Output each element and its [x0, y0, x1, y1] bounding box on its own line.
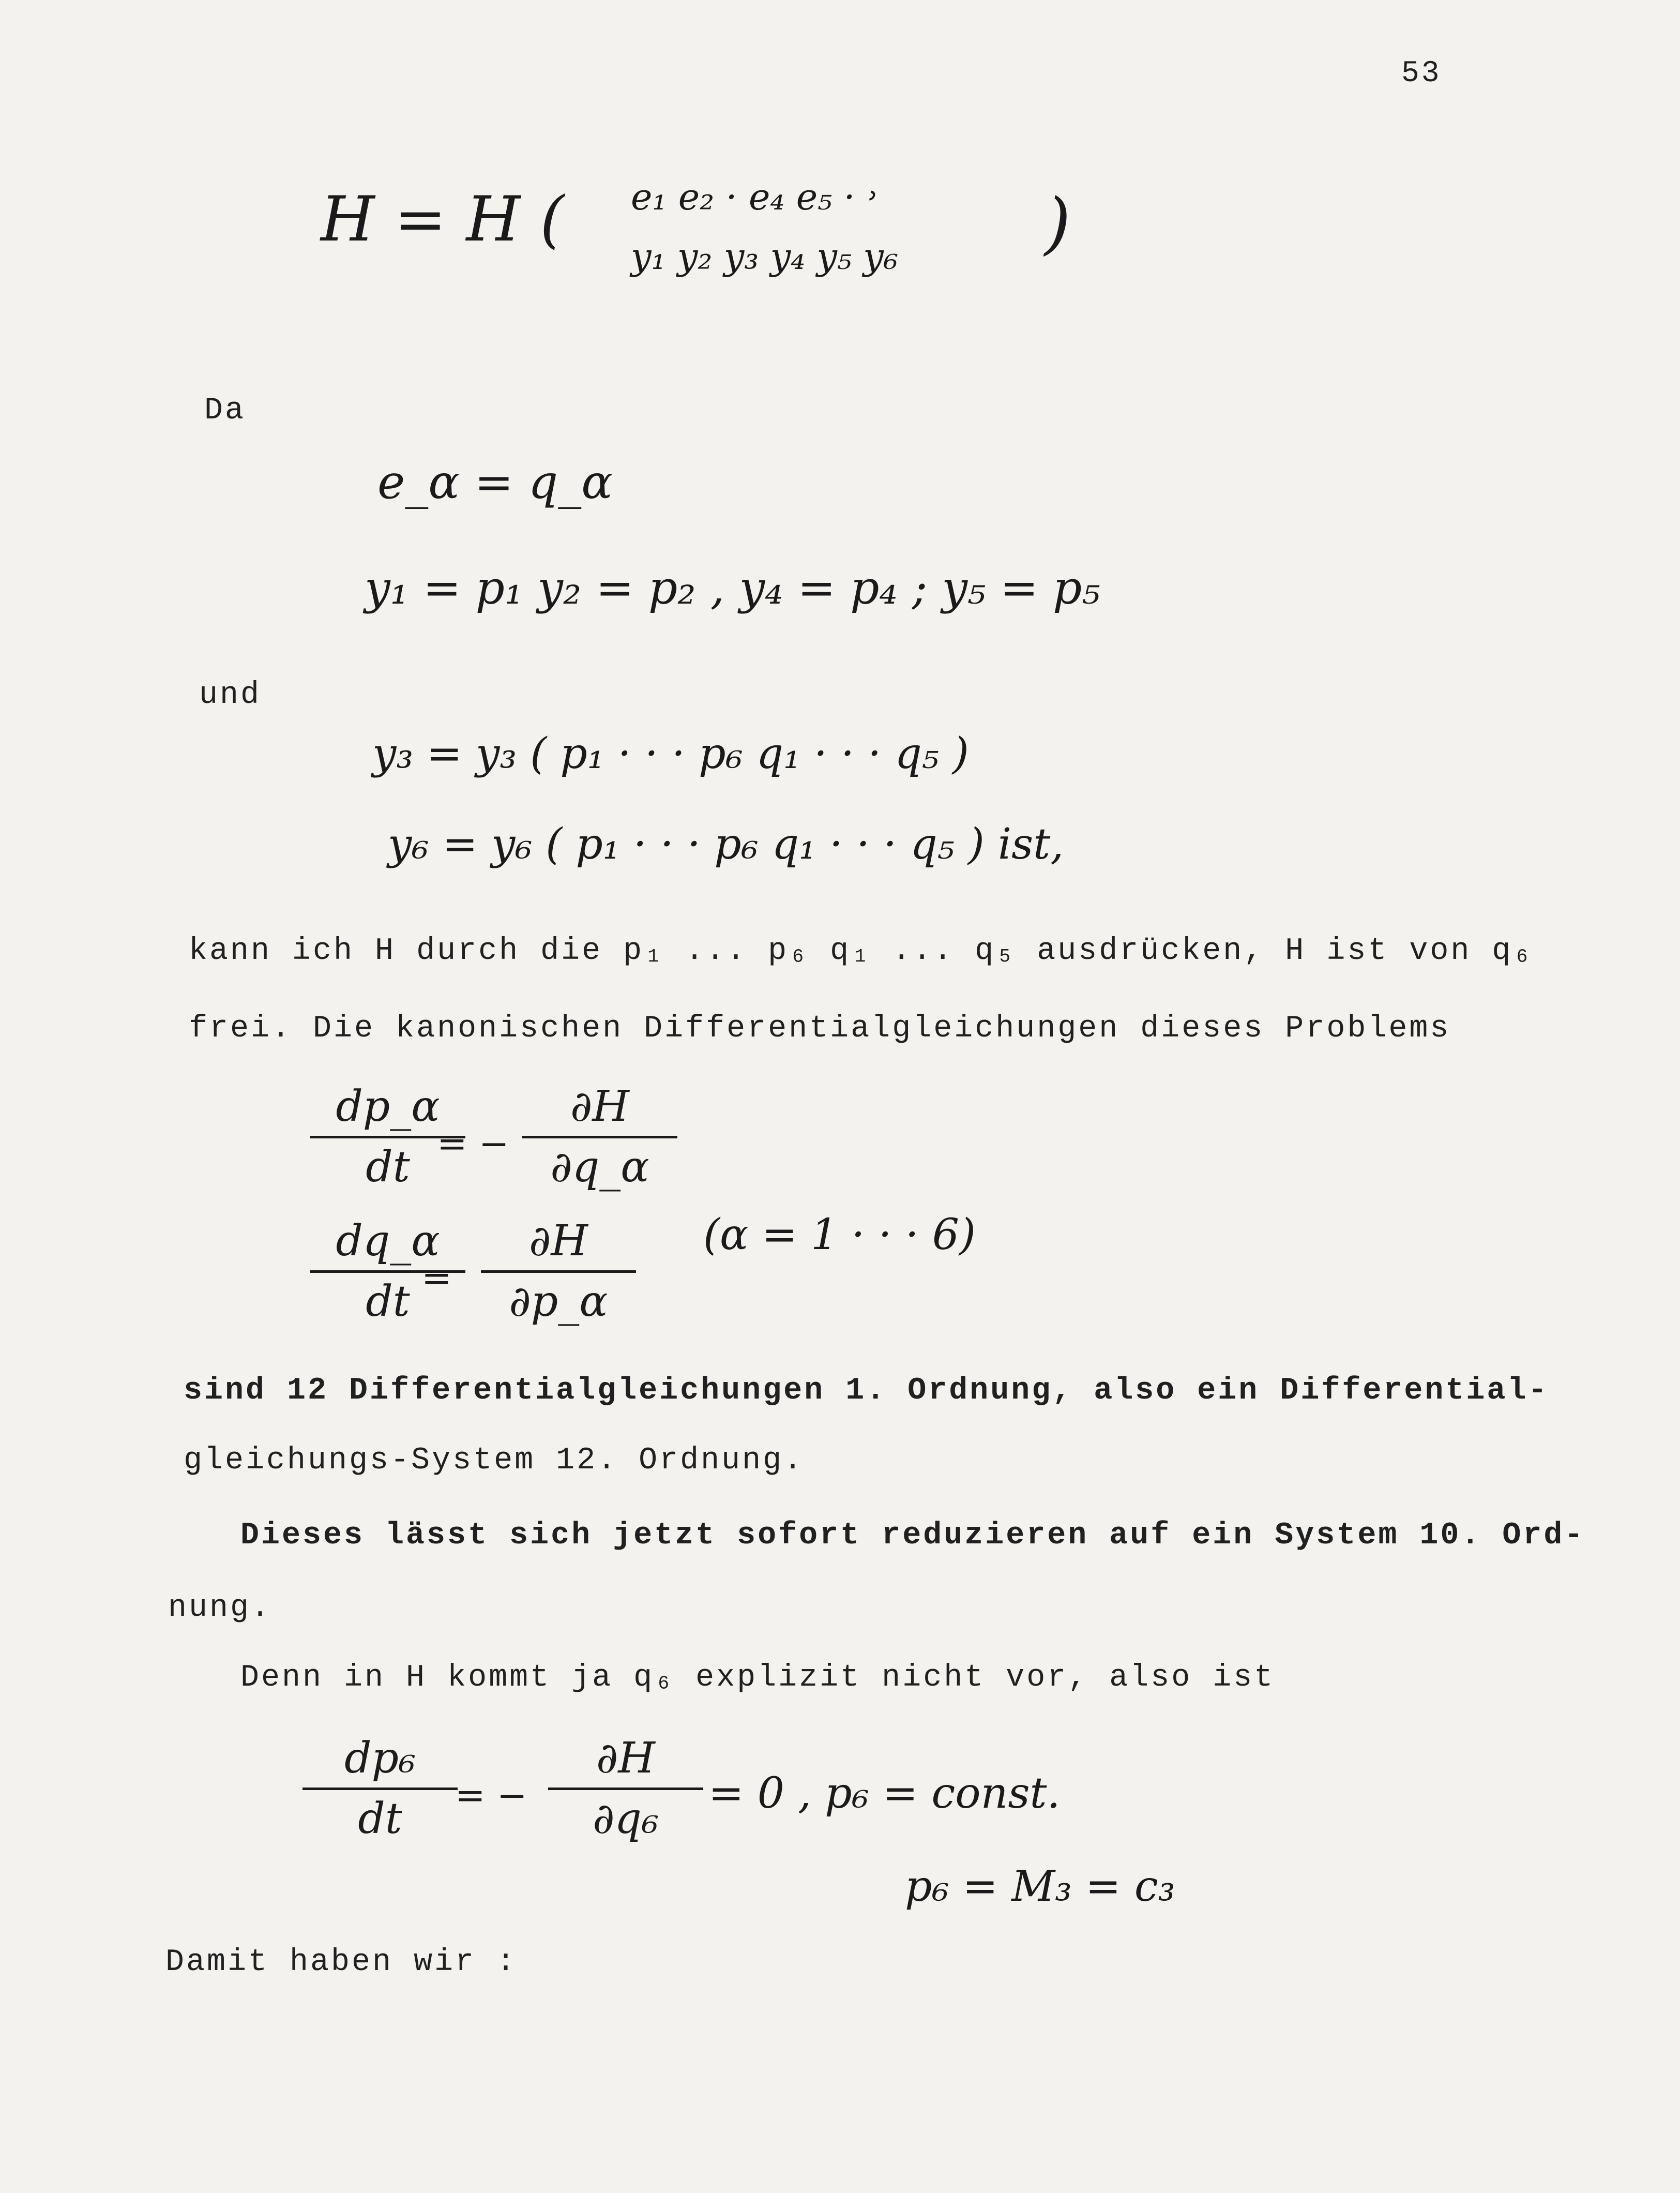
- text-und: und: [199, 678, 262, 713]
- eq-e-alpha: e_α = q_α: [377, 455, 613, 509]
- frac-dp6-den: dt: [358, 1794, 402, 1843]
- text-sind-line: sind 12 Differentialgleichungen 1. Ordnung, also ein Differential-: [184, 1373, 1549, 1408]
- eq-y-p: y₁ = p₁ y₂ = p₂ , y₄ = p₄ ; y₅ = p₅: [365, 561, 1100, 614]
- frac-dH-dq-alpha-num: ∂H: [570, 1082, 629, 1131]
- text-da: Da: [204, 393, 246, 428]
- frac-dp-alpha-den: dt: [366, 1143, 410, 1192]
- text-dieses-line: Dieses lässt sich jetzt sofort reduzieren auf ein System 10. Ord-: [240, 1518, 1585, 1553]
- text-frei-line: frei. Die kanonischen Differentialgleichungen dieses Problems: [189, 1011, 1451, 1046]
- eq-dp6-tail: = 0 , p₆ = const.: [708, 1769, 1061, 1818]
- fraction-bar: [548, 1788, 703, 1790]
- eq-dq-equals: =: [421, 1257, 452, 1299]
- frac-dH-dp-alpha-den: ∂p_α: [509, 1277, 608, 1326]
- formula-h-row2: y₁ y₂ y₃ y₄ y₅ y₆: [631, 235, 898, 278]
- fraction-bar: [302, 1788, 458, 1790]
- formula-h-row1: e₁ e₂ · e₄ e₅ · ˒: [631, 176, 878, 218]
- text-kann-line: kann ich H durch die p₁ ... p₆ q₁ ... q₅ ausdrücken, H ist von q₆: [189, 934, 1534, 969]
- fraction-bar: [522, 1136, 677, 1138]
- eq-dp-equals: = −: [437, 1122, 509, 1165]
- frac-dH-dq6: [548, 1733, 703, 1845]
- frac-dH-dp-alpha: [481, 1215, 636, 1328]
- frac-dq-alpha-den: dt: [366, 1277, 410, 1326]
- eq-dp6-equals: = −: [455, 1774, 527, 1816]
- text-nung-line: nung.: [168, 1590, 272, 1626]
- frac-dp6: [302, 1733, 458, 1845]
- eq-y6: y₆ = y₆ ( p₁ · · · p₆ q₁ · · · q₅ ) ist,: [388, 820, 1064, 869]
- frac-dH-dq6-num: ∂H: [596, 1734, 655, 1783]
- frac-dp6-num: dp₆: [344, 1734, 416, 1783]
- frac-dH-dq6-den: ∂q₆: [593, 1794, 659, 1843]
- alpha-range: (α = 1 · · · 6): [703, 1210, 976, 1259]
- frac-dp-alpha-num: dp_α: [336, 1082, 440, 1131]
- formula-h-close: ): [1045, 184, 1071, 262]
- formula-h-lhs: H = H (: [321, 184, 565, 256]
- frac-dq-alpha-num: dq_α: [336, 1216, 440, 1266]
- frac-dH-dq-alpha-den: ∂q_α: [550, 1143, 649, 1192]
- frac-dH-dq-alpha: [522, 1081, 677, 1193]
- fraction-bar: [481, 1270, 636, 1273]
- frac-dH-dp-alpha-num: ∂H: [529, 1216, 588, 1266]
- page-number: 53: [1401, 57, 1442, 91]
- eq-y3: y₃ = y₃ ( p₁ · · · p₆ q₁ · · · q₅ ): [372, 729, 969, 778]
- text-damit-line: Damit haben wir :: [165, 1945, 518, 1980]
- eq-p6-c3: p₆ = M₃ = c₃: [905, 1862, 1175, 1911]
- text-denn-line: Denn in H kommt ja q₆ explizit nicht vor, also ist: [240, 1660, 1275, 1695]
- text-gleich-line: gleichungs-System 12. Ordnung.: [184, 1443, 805, 1478]
